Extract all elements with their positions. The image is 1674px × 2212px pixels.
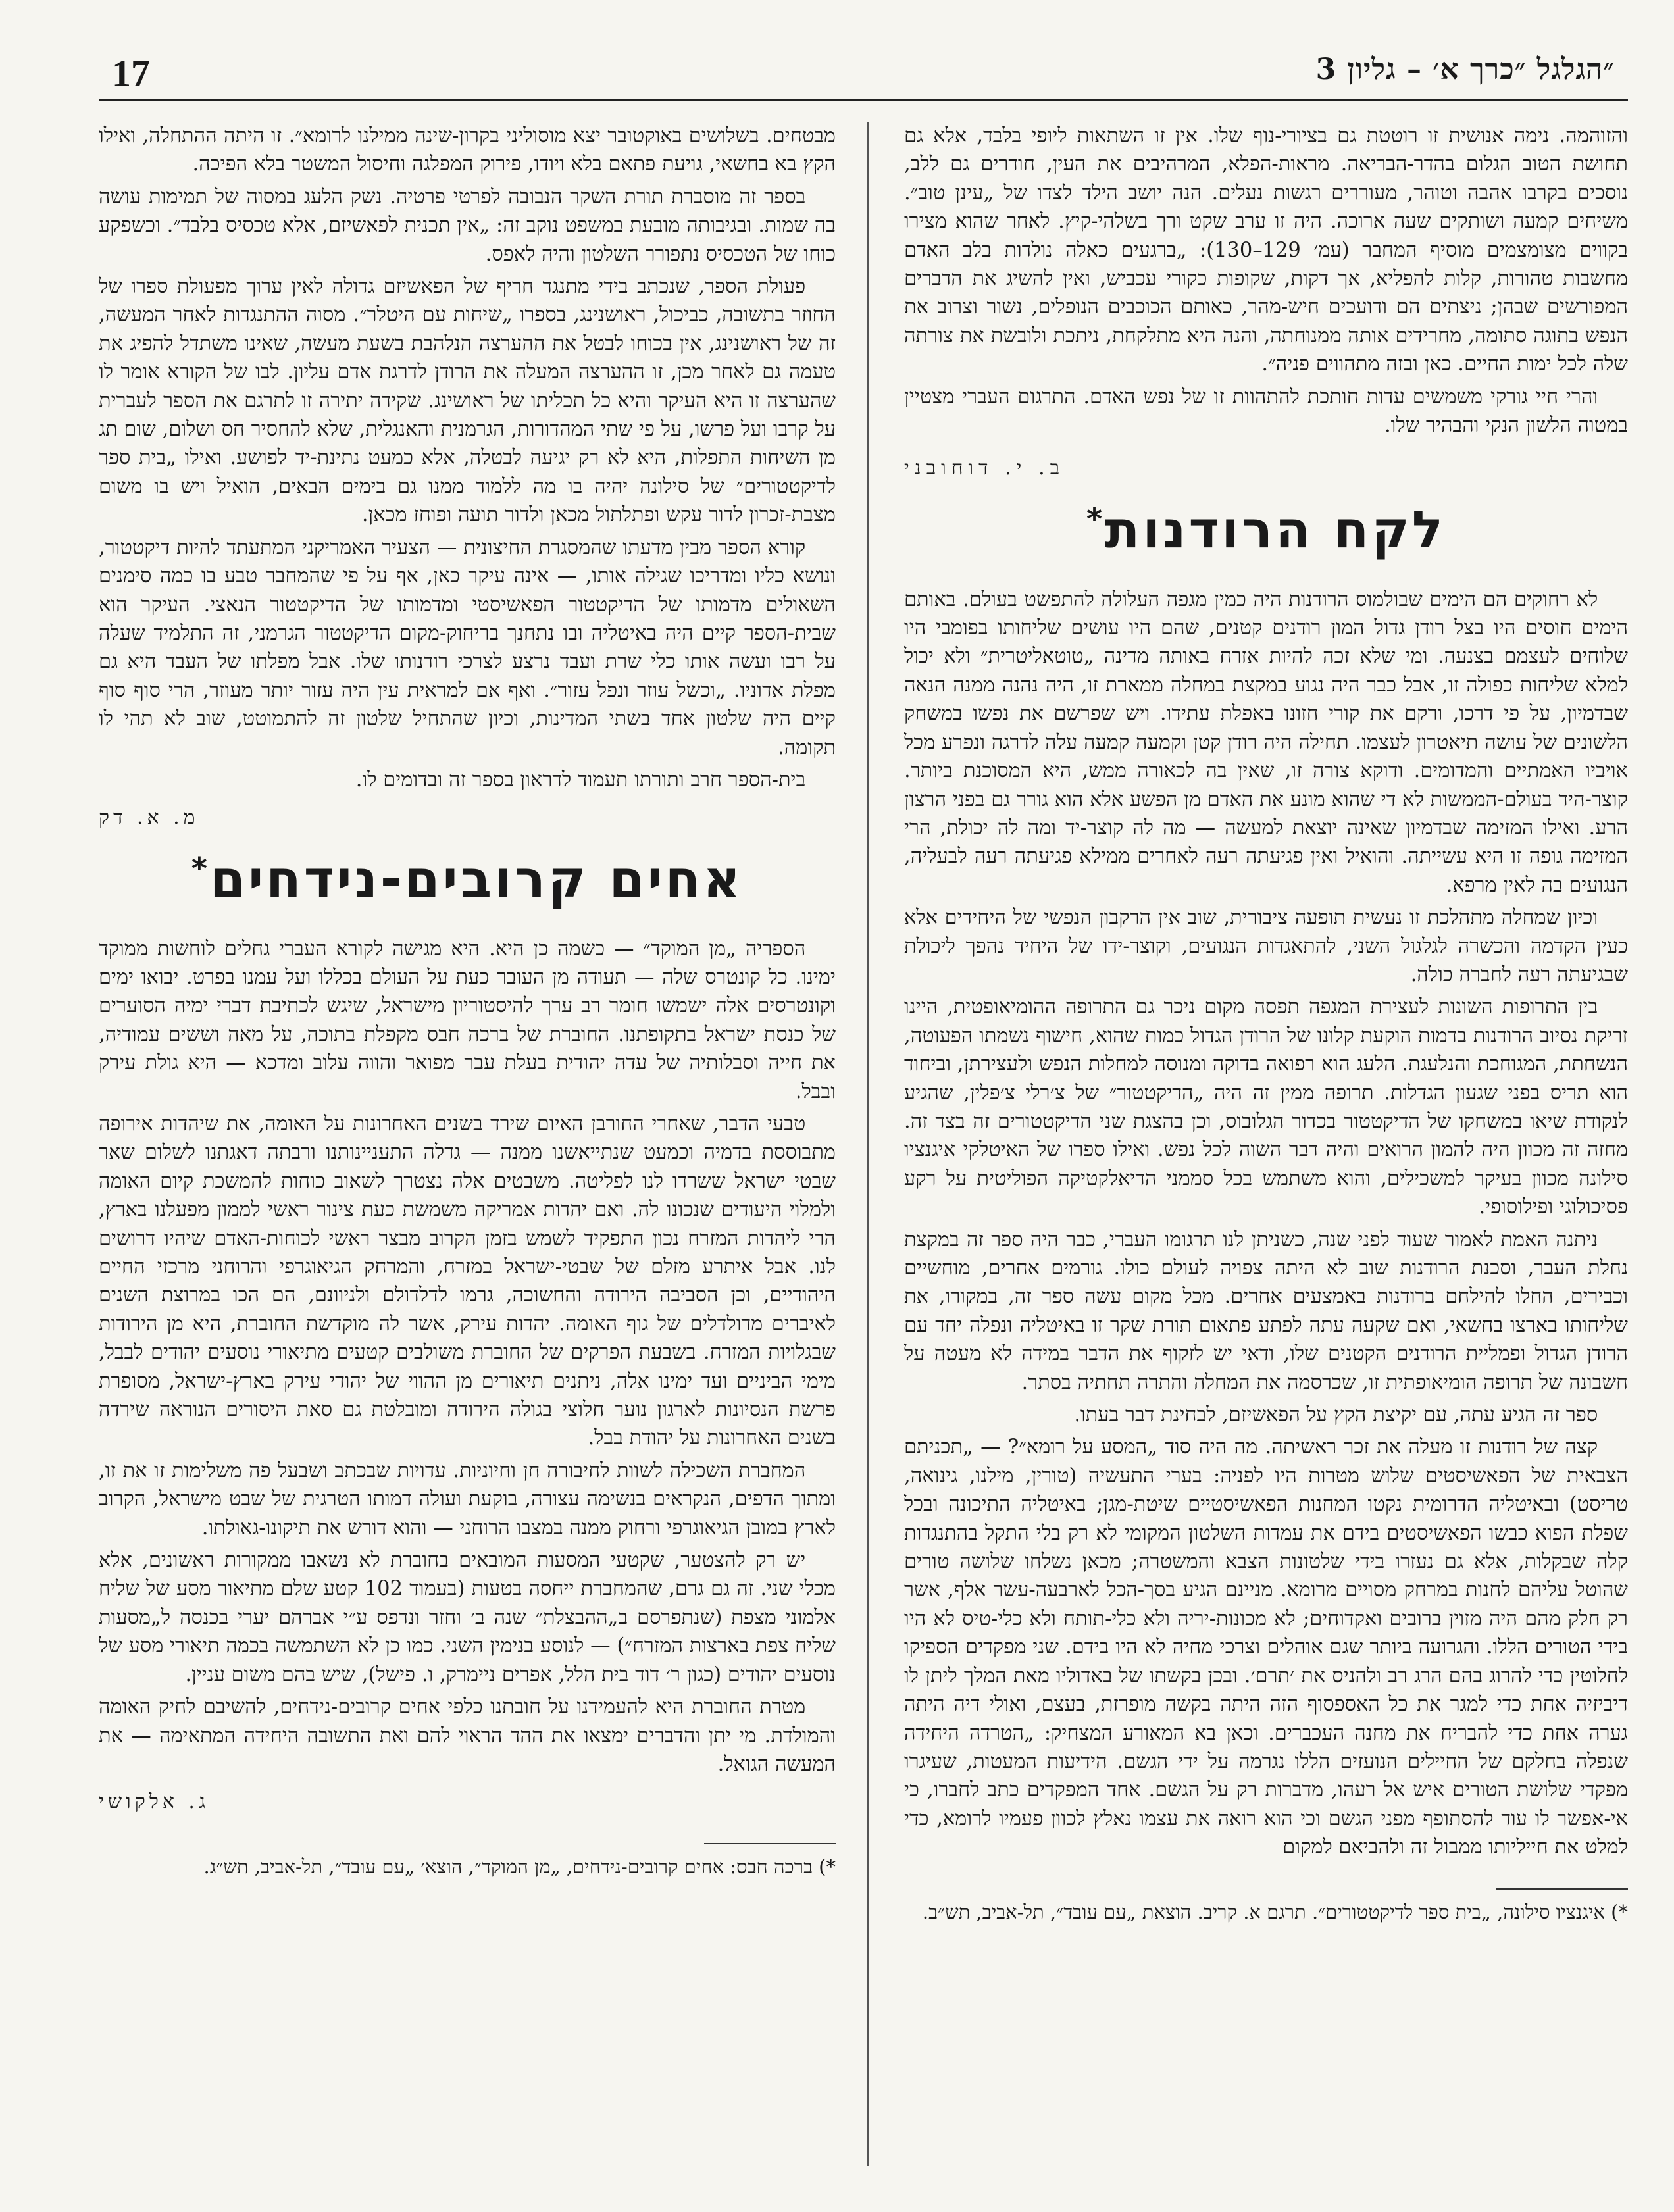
paragraph: המחברת השכילה לשוות לחיבורה חן וחיוניות. עדויות שבכתב ושבעל פה משלימות זו את זו, ומתוך הדפים, הנקראים בנשימה עצורה, בוקעת ועולה דמותו הטרגית של שבט מישראל, הקרוב לארץ במובן הגיאוגרפי ורחוק ממנה במצבו הרוחני — והוא דורש את תיקונו-גאולתו. (99, 1459, 836, 1540)
article-title-text: אחים קרובים-נידחים (209, 849, 744, 909)
footnote: *) איגנציו סילונה, „בית ספר לדיקטטורים״. תרגם א. קריב. הוצאת „עם עובד״, תל-אביב, תש״ב. (922, 1900, 1628, 1923)
article-title (904, 500, 1628, 560)
page-header (99, 39, 1628, 101)
article-title-text: לקח הרודנות (1105, 500, 1446, 560)
paragraph: ניתנה האמת לאמור שעוד לפני שנה, כשניתן לנו תרגומו העברי, כבר היה ספר זה במקצת נחלת העבר, וסכנת הרודנות שוב לא היתה צפויה לעולם כולו. גורמים אחרים, מוחשיים וכבירים, החלו להילחם ברודנות באמצעים אחרים. מכל מקום עשה ספר זה, במקורו, את שליחותו בארצו בחשאי, ואם שקעה עתה לפתע פתאום תורת שקר זו באיטליה ונפלה יחד עם הרודן הגדול ופמליית הרודנים הקטנים שלו, ודאי יש לזקוף את הדבר במידה לא מעטה על חשבונה של תרופה הומיאופתית זו, שכרסמה את המחלה והתרה תחתיה בסתר. (904, 1228, 1628, 1394)
paragraph: קצה של רודנות זו מעלה את זכר ראשיתה. מה היה סוד „המסע על רומא״? — „תכניתם הצבאית של הפאשיסטים שלוש מטרות היו לפניה: בערי התעשיה (טורין, מילנו, גינואה, טריסט) ובאיטליה הדרומית נקטו המחנות הפאשיסטיים שיטת-מגן; באיטליה התיכונה ובכל שפלת הפוא כבשו הפאשיסטים בידם את עמדות השלטון המקומי לא רק בלי התקל בהתנגדות קלה שבקלות, אלא גם נעזרו בידי שלטונות הצבא והמשטרה; מכאן נשלחו שלושה טורים שהוטל עליהם לחנות במרחק מסויים מרומא. מניינם הגיע בסך-הכל לארבעה-עשר אלף, אשר רק חלק מהם היה מזוין ברובים ואקדוחים; לא מכונות-יריה ולא כלי-תותח ולא כלי-טיס לא היו בידי הטורים הללו. והגרועה ביותר שגם אוהלים וצרכי מחיה לא היו בידם. שני מפקדים הספיקו לחלוטין כדי להרוג בהם הרג רב ולהניס את ׳תרם׳. ובכן בקשתו של באדוליו מאת המלך ליתן לו דיביזיה אחת כדי למגר את כל האספסוף הזה היתה בקשה מופרזת, בעצם, ואולי דיה היתה גערה אחת כדי להבריח את מחנה העכברים. וכאן בא המאורע המצחיק: „הטרדה היחידה שנפלה בחלקם של החיילים הנועזים הללו נגרמה על ידי הגשם. הידיעות המעטות, שעיגרו מפקדי שלושת הטורים איש אל רעהו, מדברות רק על הגשם. אחד המפקדים כתב לחברו, כי אי-אפשר לו עוד להסתופף מפני הגשם וכי הוא רואה את עצמו נאלץ לכוון פעמיו לרומא, כדי למלט את חייליותו ממבול זה ולהביאם למקום (904, 1436, 1628, 1859)
paragraph: קורא הספר מבין מדעתו שהמסגרת החיצונית — הצעיר האמריקני המתעתד להיות דיקטטור, ונושא כליו ומדריכו שגילה אותו, — אינה עיקר כאן, אף על פי שהמחבר טבע בו כמה סימנים השאולים מדמותו של הדיקטטור הפאשיסטי ומדמותו של הדיקטטור הנאצי. העיקר הוא שבית-הספר קיים היה באיטליה ובו נתחנך בריחוק-מקום הדיקטטור הגרמני, זה התלמיד שעלה על רבו ועשה אותו כלי שרת ועבד נרצע לצרכי רודנותו שלו. אבל מפלתו של העבד היא גם מפלת אדוניו. „וכשל עוזר ונפל עזור״. ואף אם למראית עין היה עזור יותר מעוזר, הרי סוף סוף קיים היה שלטון אחד בשתי המדינות, וכיון שהתחיל שלטון זה להתמוטט, שוב לא תהי לו תקומה. (99, 536, 836, 759)
footnote-rule (1496, 1888, 1628, 1890)
footnote-marker: * (1086, 501, 1105, 537)
paragraph: הספריה „מן המוקד״ — כשמה כן היא. היא מגישה לקורא העברי גחלים לוחשות ממוקד ימינו. כל קונטרס שלה — תעודה מן העובר כעת על העולם בכללו ועל עמנו בפרט. יבואו ימים וקונטרסים אלה ישמשו חומר רב ערך להיסטוריון מישראל, שיגש לכתיבת דברי ימיה הסוערים של כנסת ישראל בתקופתנו. החוברת של ברכה חבס מקפלת בתוכה, על מאה וששים עמודיה, את חייה וסבלותיה של עדה יהודית בעלת עבר מפואר והווה עלוב ומדכא — היא גולת עירק ובבל. (99, 937, 836, 1103)
paragraph: פעולת הספר, שנכתב בידי מתנגד חריף של הפאשיזם גדולה לאין ערוך מפעולת ספרו של החוזר בתשובה, כביכול, ראושנינג, בספרו „שיחות עם היטלר״. מסוה ההתנגדות לאחר המעשה, זה של ראושנינג, אין בכוחו לבטל את ההערצה הנלהבת בשעת מעשה, שאינו משתדל להפיג את טעמה גם לאחר מכן, זו ההערצה המעלה את הרודן לדרגת אדם עליון. לבו של הקורא אומר לו שהערצה זו היא העיקר והיא כל תכליתו של ראושינג. שקידה יתירה זו לתרגם את הספר לעברית על קרבו ועל פרשו, על פי שתי המהדורות, הגרמנית והאנגלית, שלא להחסיר חס ושלום, שום תג מן השיחות התפלות, היא לא רק יגיעה לבטלה, אלא כמעט נתינת-יד לפושע. ואילו „בית ספר לדיקטטורים״ של סילונה יהיה בו מה ללמוד ממנו גם בימים הבאים, הואיל ויש בו משום מצבת-זכרון לדור עקש ופתלתול מכאן ולדור תועה ופוחז מכאן. (99, 275, 836, 527)
paragraph: לא רחוקים הם הימים שבולמוס הרודנות היה כמין מגפה העלולה להתפשט בעולם. באותם הימים חוסים היו בצל רודן גדול המון רודנים קטנים, שהם היו עושים שליחותו בפומבי היו שלוחים לעצמם בצנעה. ומי שלא זכה להיות אזרח באותה מדינה „טוטאליטרית״ ולא יכול למלא שליחות כפולה זו, אבל כבר היה נגוע במקצת במחלה ממארת זו, היה נהנה ממנה הנאה שבדמיון, על פי דרכו, ורקם את קורי חזונו באפלת עתידו. ויש שפרשם את נפשו במשחק הלשונים של עושה תיאטרון לעצמו. תחילה היה רודן קטן וקמעה קמעה עלה לדרגה ונפרע מכל אויביו האמתיים והמדומים. ודוקא צורה זו, שאין בה לכאורה ממש, היא המסוכנת ביותר. קוצר-היד בעולם-הממשות לא די שהוא מונע את האדם מן הפשע אלא הוא גורר גם בפני הרצון הרע. ואילו המזימה שבדמיון שאינה יוצאת למעשה — מה לה קוצר-יד ומה לה יכולת, הרי המזימה גופה זו היא עשייתה. והואיל ואין פגיעתה רעה לאחרים ממילא פגיעתה רעה לבעליה, הנגועים בה לאין מרפא. (904, 588, 1628, 897)
footnote: *) ברכה חבס: אחים קרובים-נידחים, „מן המוקד״, הוצא׳ „עם עובד״, תל-אביב, תש״ג. (203, 1855, 836, 1878)
paragraph: בית-הספר חרב ותורתו תעמוד לדראון בספר זה ובדומים לו. (355, 768, 806, 792)
left-column (99, 122, 836, 2166)
article-title (99, 849, 836, 909)
right-column (904, 122, 1628, 2166)
paragraph: והרי חיי גורקי משמשים עדות חותכת להתהוות זו של נפש האדם. התרגום העברי מצטיין במטוה הלשון הנקי והבהיר שלו. (904, 385, 1628, 438)
footnote-marker: * (191, 850, 210, 886)
author-signature: ב. י. דוחובני (904, 457, 1065, 480)
paragraph: מטרת החוברת היא להעמידנו על חובתנו כלפי אחים קרובים-נידחים, להשיבם לחיק האומה והמולדת. מי יתן והדברים ימצאו את ההד הראוי להם ואת התשובה היחידה המתאימה — את המעשה הגואל. (99, 1696, 836, 1776)
paragraph: והזוהמה. נימה אנושית זו רוטטת גם בציורי-נוף שלו. אין זו השתאות ליופי בלבד, אלא גם תחושת הטוב הגלום בהדר-הבריאה. מראות-הפלא, המרהיבים את העין, חודרים גם ללב, נוסכים בקרבו אהבה וטוהר, מעוררים רגשות נעלים. הנה יושב הילד לצדו של „עינן טוב״. משיחים קמעה ושותקים שעה ארוכה. היה זו ערב שקט ורך בשלהי-קיץ. לאחר שהוא מצירו בקווים מצומצמים מוסיף המחבר (עמ׳ 129–130): „ברגעים כאלה נולדות בלב האדם מחשבות טהורות, קלות להפליא, אך דקות, שקופות כקורי עכביש, ואין להשיג את הדברים המפורשים שבהן; ניצתים הם ודועכים חיש-מהר, כאותם הכוכבים הנופלים, נשור וצרוב את הנפש בתוגה סתומה, מחרידים אותה ממנוחתה, והנה היא מתלקחת, ניתכת ולובשת את צורתה שלה לכל ימות החיים. כאן ובזה מתהווים פניה״. (904, 124, 1628, 376)
paragraph: יש רק להצטער, שקטעי המסעות המובאים בחוברת לא נשאבו ממקורות ראשונים, אלא מכלי שני. זה גם גרם, שהמחברת ייחסה בטעות (בעמוד 102 קטע שלם מתיאור מסע של שליח אלמוני מצפת (שנתפרסם ב„ההבצלת״ שנה ב׳ וחזר ונדפס ע״י אברהם יערי בכנסה ל„מסעות שליח צפת בארצות המזרח״) — לנוסע בנימין השני. כמו כן לא השתמשה בכמה תיאורי מסע של נוסעים יהודים (כגון ר׳ דוד בית הלל, אפרים ניימרק, ו. פישל), שיש בהם משום עניין. (99, 1549, 836, 1686)
author-signature: מ. א. דק (99, 806, 199, 830)
paragraph: טבעי הדבר, שאחרי החורבן האיום שירד בשנים האחרונות על האומה, את שיהדות אירופה מתבוססת בדמיה וכמעט שנתייאשנו ממנה — גדלה התעניינותנו ורבתה דאגתנו לשלום שאר שבטי ישראל ששרדו לנו לפליטה. משבטים אלה נצטרך לשאוב כוחות להמשכת קיום האומה ולמלוי היעודים שנכונו לה. ואם יהדות אמריקה משמשת כעת צינור ראשי לממון מפעלנו בארץ, הרי ליהדות המזרח נכון התפקיד לשמש בזמן הקרוב מבצר ראשי לכוחות-האדם שיהיו דרושים לנו. אבל איתרע מזלם של שבטי-ישראל במזרח, והמרחק הגיאוגרפי והרוחני מרכזי החיים היהודיים, וכן הסביבה הירודה והחשוכה, גרמו לדלדולם ולניוונם, הם הכו במרוצת השנים לאיברים מדולדלים של גוף האומה. יהדות עירק, אשר לה מוקדשת החוברת, היא מן הירודות שבגלויות המזרח. בשבעת הפרקים של החוברת משולבים קטעים מתיאורי נוסעים יהודים לבבל, מימי הביניים ועד ימינו אלה, ניתנים תיאורים מן ההווי של יהודי עירק בארץ-ישראל, מסופרת פרשת הנסיונות לארגון נוער חלוצי בגולה הירודה ומובלטת גם סאת היסורים הנוראה שירדה בשנים האחרונות על יהודת בבל. (99, 1112, 836, 1450)
paragraph: מבטחים. בשלושים באוקטובר יצא מוסוליני בקרון-שינה ממילנו לרומא״. זו היתה ההתחלה, ואילו הקץ בא בחשאי, גויעת פתאם בלא ויודו, פירוק המפלגה וחיסול המשטר בלא הפיכה. (99, 124, 836, 176)
running-head: ״הגלגל ״כרך א׳ – גליון 3 (1315, 53, 1615, 86)
column-divider (867, 122, 869, 2166)
page-number: 17 (112, 52, 150, 95)
footnote-rule (704, 1843, 836, 1844)
author-signature: ג. אלקושי (99, 1790, 209, 1814)
paragraph: בספר זה מוסברת תורת השקר הנבובה לפרטי פרטיה. נשק הלעג במסוה של תמימות עושה בה שמות. ובגיבותה מובעת במשפט נוקב זה: „אין תכנית לפאשיזם, אלא טכסיס בלבד״. וכשפקע כוחו של הטכסיס נתפורר השלטון והיה לאפס. (99, 185, 836, 266)
paragraph: וכיון שמחלה מתהלכת זו נעשית תופעה ציבורית, שוב אין הרקבון הנפשי של היחידים אלא כעין הקדמה והכשרה לגלגול השני, להתאגדות הנגועים, וקוצר-ידו של היחיד נהפך ליכולת שבגיעתה רעה לחברה כולה. (904, 906, 1628, 986)
paragraph: בין התרופות השונות לעצירת המגפה תפסה מקום ניכר גם התרופה ההומיאופטית, היינו זריקת נסיוב הרודנות בדמות הוקעת קלונו של הרודן הגדול כמות שהוא, חישוף נשמתו הפעוטה, הנשחתת, המגוחכת והנלעגת. הלעג הוא רפואה בדוקה ומנוסה למחלות הנפש ולעצירתן, וביחוד הוא תריס בפני שגעון הגדלות. תרופה ממין זה היה „הדיקטטור״ של צ׳רלי צ׳פלין, שהגיע לנקודת שיאו במשחקו של הדיקטטור בכדור הגלובוס, וכן בהצגת שני הדיקטטורים זה בצד זה. מחזה זה מכוון היה להמון הרואים והיה דבר השוה לכל נפש. ואילו ספרו של האיטלקי איגנציו סילונה מכוון בעיקר למשכילים, והוא משתמש בכל סממני הדיאלקטיקה הפוליטית על רקע פסיכולוגי ופילוסופי. (904, 995, 1628, 1219)
paragraph: ספר זה הגיע עתה, עם יקיצת הקץ על הפאשיזם, לבחינת דבר בעתו. (1074, 1403, 1598, 1427)
